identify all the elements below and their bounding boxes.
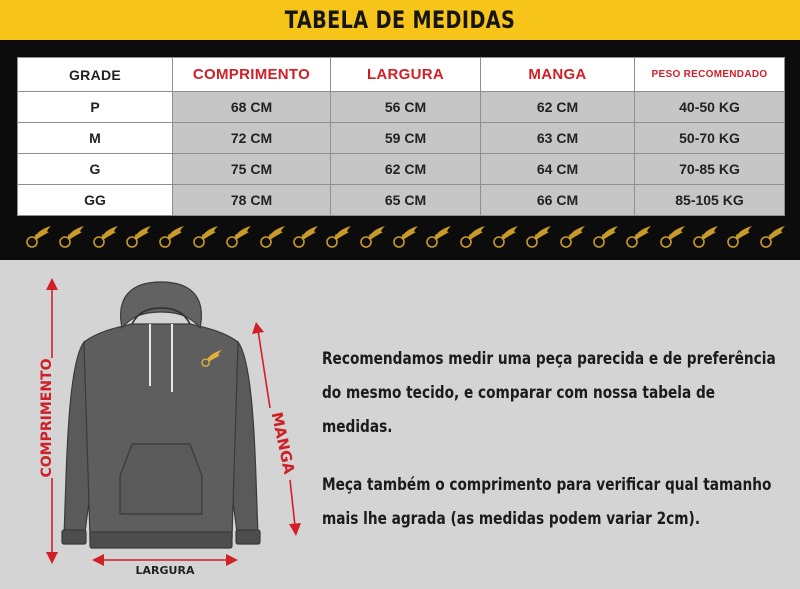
cell-peso: 50-70 KG [635,123,785,154]
winged-wheel-icon [59,225,85,249]
instruction-paragraph-1 [322,342,787,444]
cell-largura: 65 CM [331,185,481,216]
cell-largura: 62 CM [331,154,481,185]
cell-peso: 70-85 KG [635,154,785,185]
instruction-line: Meça também o comprimento para verificar qual tamanho [322,475,772,494]
instruction-line: do mesmo tecido, e comparar com nossa tabela de medidas. [322,383,716,436]
winged-wheel-icon [493,225,519,249]
cell-comprimento: 68 CM [173,92,331,123]
header-comprimento: COMPRIMENTO [173,58,331,92]
winged-wheel-icon [526,225,552,249]
size-table-section [0,40,800,260]
hoodie-shape [62,282,260,548]
page-title: TABELA DE MEDIDAS [284,6,516,34]
page-header [0,0,800,40]
cell-peso: 85-105 KG [635,185,785,216]
winged-wheel-icon [26,225,52,249]
winged-wheel-icon [593,225,619,249]
winged-wheel-icon [260,225,286,249]
table-row [18,92,785,123]
winged-wheel-icon [360,225,386,249]
cell-largura: 59 CM [331,123,481,154]
brand-logo-strip [26,222,786,252]
cell-grade: G [18,154,173,185]
cell-manga: 62 CM [481,92,635,123]
cell-comprimento: 78 CM [173,185,331,216]
cell-manga: 63 CM [481,123,635,154]
header-manga: MANGA [481,58,635,92]
comprimento-label: COMPRIMENTO [39,358,55,478]
cell-grade: P [18,92,173,123]
winged-wheel-icon [226,225,252,249]
instruction-paragraph-2 [322,468,787,536]
table-header-row [18,58,785,92]
winged-wheel-icon [760,225,786,249]
winged-wheel-icon [126,225,152,249]
header-peso: PESO RECOMENDADO [635,58,785,92]
size-table [17,57,785,216]
cell-comprimento: 75 CM [173,154,331,185]
header-largura: LARGURA [331,58,481,92]
winged-wheel-icon [293,225,319,249]
cell-comprimento: 72 CM [173,123,331,154]
cell-manga: 66 CM [481,185,635,216]
table-row [18,185,785,216]
table-row [18,154,785,185]
winged-wheel-icon [326,225,352,249]
winged-wheel-icon [193,225,219,249]
measurement-instructions [322,342,787,560]
cell-grade: M [18,123,173,154]
winged-wheel-icon [93,225,119,249]
winged-wheel-icon [426,225,452,249]
hoodie-illustration [20,268,310,584]
winged-wheel-icon [560,225,586,249]
hoodie-diagram [20,268,310,584]
manga-label: MANGA [267,410,299,476]
winged-wheel-icon [393,225,419,249]
winged-wheel-icon [159,225,185,249]
winged-wheel-icon [660,225,686,249]
instruction-line: mais lhe agrada (as medidas podem variar 2cm). [322,509,701,528]
largura-label: LARGURA [135,564,195,577]
cell-peso: 40-50 KG [635,92,785,123]
cell-largura: 56 CM [331,92,481,123]
table-row [18,123,785,154]
winged-wheel-icon [460,225,486,249]
winged-wheel-icon [727,225,753,249]
header-grade: GRADE [18,58,173,92]
cell-manga: 64 CM [481,154,635,185]
cell-grade: GG [18,185,173,216]
winged-wheel-icon [693,225,719,249]
instruction-line: Recomendamos medir uma peça parecida e de preferência [322,349,776,368]
winged-wheel-icon [626,225,652,249]
